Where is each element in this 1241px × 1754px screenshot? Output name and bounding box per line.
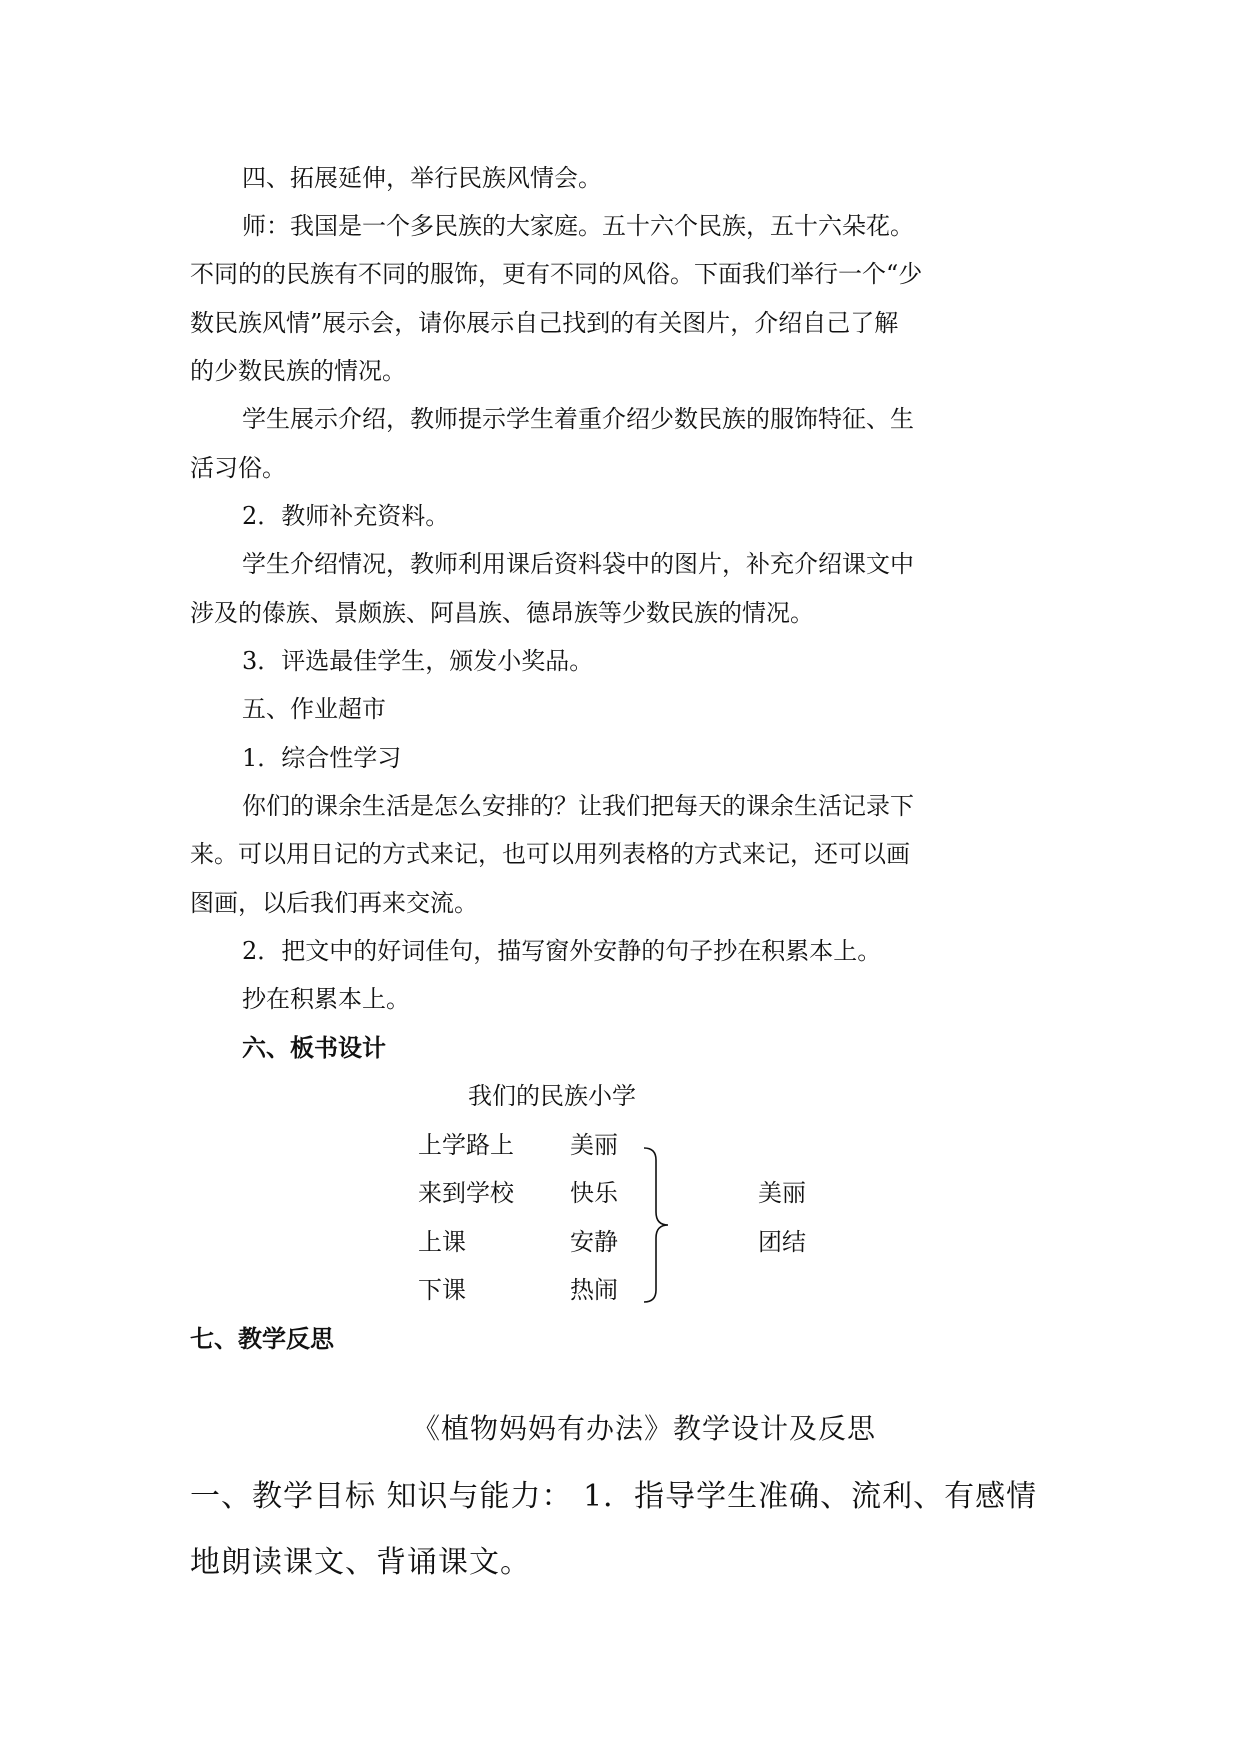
paragraph-line: 学生介绍情况，教师利用课后资料袋中的图片，补充介绍课文中 bbox=[242, 550, 914, 578]
board-title: 我们的民族小学 bbox=[468, 1082, 636, 1110]
board-row-middle: 美丽 bbox=[570, 1131, 618, 1159]
board-row-middle: 安静 bbox=[570, 1228, 618, 1256]
paragraph-line: 图画，以后我们再来交流。 bbox=[190, 889, 478, 917]
list-item: 1．综合性学习 bbox=[242, 744, 402, 772]
list-item: 2．教师补充资料。 bbox=[242, 502, 450, 530]
paragraph-line: 不同的的民族有不同的服饰，更有不同的风俗。下面我们举行一个“少 bbox=[190, 260, 923, 288]
board-row-left: 来到学校 bbox=[418, 1179, 514, 1207]
paragraph-line: 抄在积累本上。 bbox=[242, 985, 410, 1013]
paragraph-line: 地朗读课文、背诵课文。 bbox=[190, 1545, 531, 1580]
board-row-middle: 热闹 bbox=[570, 1276, 618, 1304]
paragraph-line: 一、教学目标 知识与能力： 1．指导学生准确、流利、有感情 bbox=[190, 1479, 1038, 1514]
board-row-middle: 快乐 bbox=[570, 1179, 618, 1207]
section4-heading: 四、拓展延伸，举行民族风情会。 bbox=[242, 164, 602, 192]
section6-heading: 六、板书设计 bbox=[242, 1033, 386, 1062]
paragraph-line: 学生展示介绍，教师提示学生着重介绍少数民族的服饰特征、生 bbox=[242, 405, 914, 433]
board-right-item: 团结 bbox=[758, 1228, 806, 1256]
paragraph-line: 来。可以用日记的方式来记，也可以用列表格的方式来记，还可以画 bbox=[190, 840, 910, 868]
paragraph-line: 涉及的傣族、景颇族、阿昌族、德昂族等少数民族的情况。 bbox=[190, 599, 814, 627]
list-item: 2．把文中的好词佳句，描写窗外安静的句子抄在积累本上。 bbox=[242, 937, 882, 965]
right-brace-icon bbox=[640, 1146, 672, 1304]
board-row-left: 下课 bbox=[418, 1276, 466, 1304]
document-title: 《植物妈妈有办法》教学设计及反思 bbox=[412, 1412, 877, 1445]
board-right-item: 美丽 bbox=[758, 1179, 806, 1207]
paragraph-line: 师：我国是一个多民族的大家庭。五十六个民族，五十六朵花。 bbox=[242, 212, 914, 240]
section7-heading: 七、教学反思 bbox=[190, 1324, 334, 1353]
list-item: 3．评选最佳学生，颁发小奖品。 bbox=[242, 647, 594, 675]
section5-heading: 五、作业超市 bbox=[242, 695, 386, 723]
paragraph-line: 数民族风情”展示会，请你展示自己找到的有关图片，介绍自己了解 bbox=[190, 309, 899, 337]
paragraph-line: 活习俗。 bbox=[190, 454, 286, 482]
board-row-left: 上课 bbox=[418, 1228, 466, 1256]
paragraph-line: 你们的课余生活是怎么安排的？让我们把每天的课余生活记录下 bbox=[242, 792, 914, 820]
board-row-left: 上学路上 bbox=[418, 1131, 514, 1159]
paragraph-line: 的少数民族的情况。 bbox=[190, 357, 406, 385]
